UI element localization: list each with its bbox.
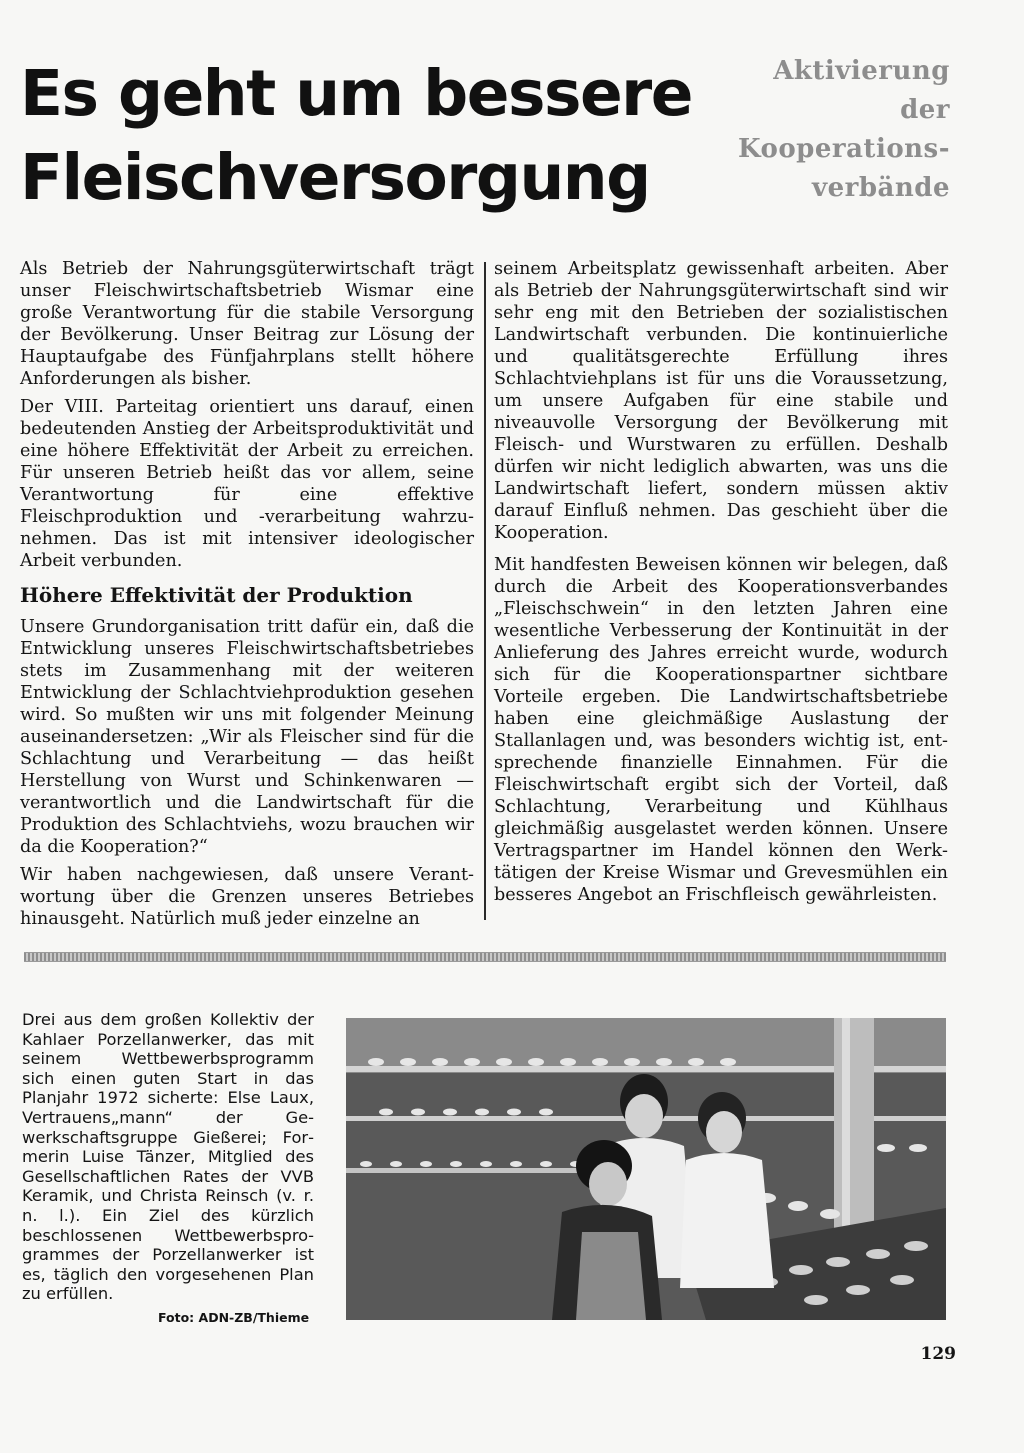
headline bbox=[20, 52, 710, 220]
article-paragraph: Als Betrieb der Nahrungsgüterwirtschaft trägt unser Fleischwirtschaftsbetrieb Wismar eine große Verantwortung für die stabile Versorgung der Bevölkerung. Unser Beitrag zur Lösung der Hauptaufgabe des Fünfjahrplans stellt höhere Anforderungen als bisher. bbox=[20, 259, 474, 389]
article-paragraph: Unsere Grundorganisation tritt dafür ein, daß die Entwicklung unseres Fleischwirtschaftsbetriebes stets im Zusammenhang mit der weiteren Entwicklung der Schlachtviehproduktion gesehen wird. So mußten wir uns mit folgender Meinung auseinandersetzen: „Wir als Fleischer sind für die Schlachtung und Verarbeitung — das heißt Herstellung von Wurst und Schinkenwaren — verantwortlich und die Landwirtschaft für die Produktion des Schlachtviehs, wozu brauchen wir da die Kooperation?“ bbox=[20, 617, 474, 857]
column-divider bbox=[484, 262, 486, 920]
kicker-line-3: Kooperations- bbox=[737, 134, 950, 164]
article-paragraph: seinem Arbeitsplatz gewissenhaft arbeiten. Aber als Betrieb der Nahrungsgüterwirtschaft sind wir sehr eng mit den Betrieben der sozialistischen Landwirtschaft verbunden. Die kontinuierliche und qualitätsgerechte Erfüllung ihres Schlachtviehplans ist für uns die Voraussetzung, um unsere Aufgaben für eine stabile und niveauvolle Versorgung der Bevölkerung mit Fleisch- und Wurstwaren zu erfüllen. Deshalb dürfen wir nicht lediglich abwarten, was uns die Landwirtschaft liefert, sondern müssen aktiv darauf Einfluß nehmen. Das geschieht über die Kooperation. bbox=[494, 259, 948, 543]
kicker-line-1: Aktivierung bbox=[773, 56, 950, 86]
factory-photo bbox=[346, 1018, 946, 1320]
headline-line-2: Fleischversorgung bbox=[20, 141, 650, 214]
photo-caption: Drei aus dem großen Kollektiv der Kahlaer Porzellanwerker, das mit seinem Wettbewerbsprogramm sich einen guten Start in das Planjahr 1972 sicherte: Else Laux, Vertrauens„mann“ der Gewerkschaftsgruppe Gießerei; Formerin Luise Tänzer, Mitglied des Gesellschaftlichen Rates der VVB Keramik, und Christa Reinsch (v. r. n. l.). Ein Ziel des kürzlich beschlossenen Wettbewerbsprogrammes der Porzellanwerker ist es, täglich den vorgesehenen Plan zu erfüllen. bbox=[22, 1010, 314, 1304]
kicker bbox=[688, 52, 950, 208]
kicker-line-2: der bbox=[900, 95, 950, 125]
article-paragraph: Wir haben nachgewiesen, daß unsere Verantwortung über die Grenzen unseres Betriebes hinausgeht. Natürlich muß jeder einzelne an bbox=[20, 865, 474, 929]
section-subheading: Höhere Effektivität der Produktion bbox=[20, 583, 413, 607]
kicker-line-4: verbände bbox=[812, 173, 950, 203]
photo-credit: Foto: ADN-ZB/Thieme bbox=[158, 1310, 310, 1325]
decorative-separator-band bbox=[24, 952, 946, 962]
headline-line-1: Es geht um bessere bbox=[20, 57, 692, 130]
article-paragraph: Mit handfesten Beweisen können wir belegen, daß durch die Arbeit des Kooperationsverbandes „Fleischschwein“ in den letzten Jahren eine wesentliche Verbesserung der Kontinuität in der Anlieferung des Jahres erreicht wurde, wodurch sich für die Kooperationspartner sichtbare Vorteile ergeben. Die Landwirtschaftsbetriebe haben eine gleichmäßige Auslastung der Stallanlagen und, was besonders wichtig ist, entsprechende finanzielle Einnahmen. Für die Fleischwirtschaft ergibt sich der Vorteil, daß Schlachtung, Verarbeitung und Kühlhaus gleichmäßig ausgelastet werden können. Unsere Vertragspartner im Handel können den Werktätigen der Kreise Wismar und Grevesmühlen ein besseres Angebot an Frischfleisch gewährleisten. bbox=[494, 555, 948, 905]
article-paragraph: Der VIII. Parteitag orientiert uns darauf, einen bedeutenden Anstieg der Arbeitsproduktivität und eine höhere Effektivität der Arbeit zu erreichen. Für unseren Betrieb heißt das vor allem, seine Verantwortung für eine effektive Fleischproduktion und -verarbeitung wahrzunehmen. Das ist mit intensiver ideologischer Arbeit verbunden. bbox=[20, 397, 474, 571]
page-number: 129 bbox=[920, 1344, 956, 1364]
article-column-left bbox=[20, 258, 474, 936]
article-column-right bbox=[494, 258, 948, 912]
